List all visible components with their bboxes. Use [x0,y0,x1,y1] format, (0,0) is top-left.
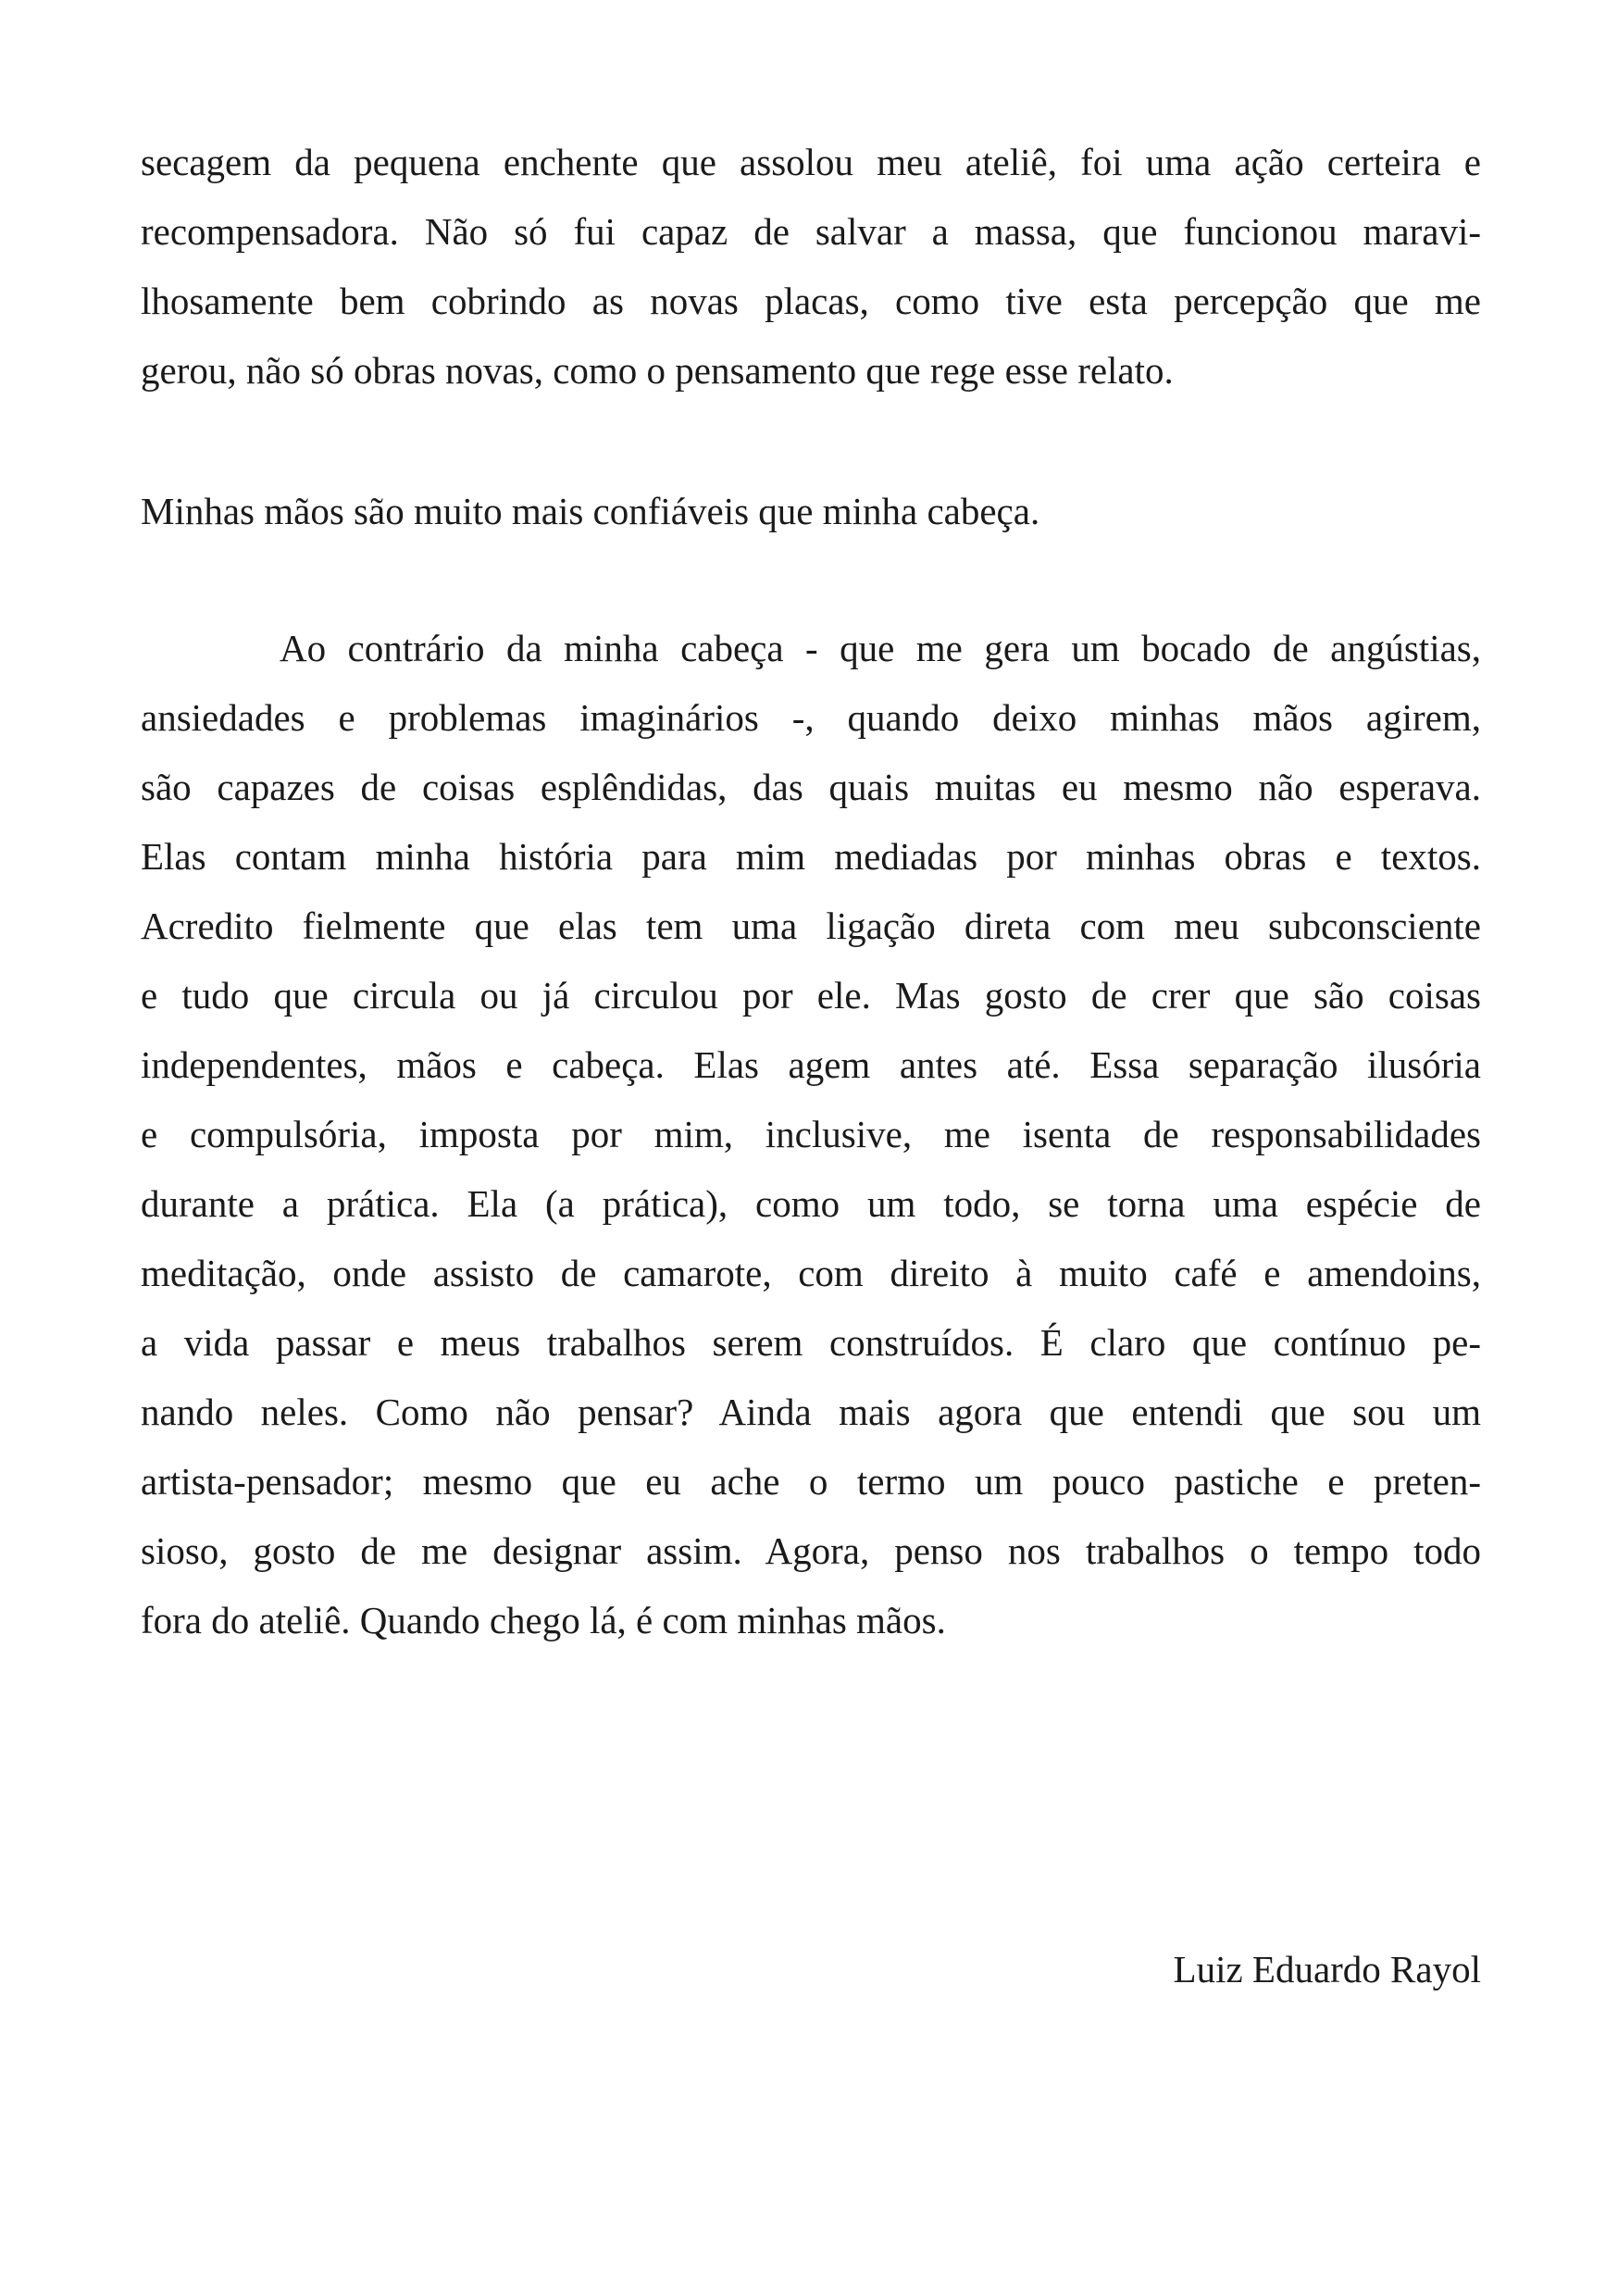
text-line: lhosamente bem cobrindo as novas placas, como tive esta percepção que me [141,280,1481,322]
text-line: meditação, onde assisto de camarote, com direito à muito café e amendoins, [141,1252,1481,1294]
text-line: durante a prática. Ela (a prática), como um todo, se torna uma espécie de [141,1182,1481,1225]
text-line: Ao contrário da minha cabeça - que me gera um bocado de angústias, [280,627,1481,669]
paragraph-3 [141,614,1481,1655]
text-line: fora do ateliê. Quando chego lá, é com minhas mãos. [141,1599,946,1641]
text-line: sioso, gosto de me designar assim. Agora, penso nos trabalhos o tempo todo [141,1529,1481,1572]
text-line: gerou, não só obras novas, como o pensamento que rege esse relato. [141,349,1174,392]
text-line: e compulsória, imposta por mim, inclusive, me isenta de responsabilidades [141,1113,1481,1155]
text-line: nando neles. Como não pensar? Ainda mais agora que entendi que sou um [141,1391,1481,1433]
text-line: a vida passar e meus trabalhos serem construídos. É claro que contínuo pe- [141,1321,1481,1364]
paragraph-1 [141,128,1481,406]
text-line: recompensadora. Não só fui capaz de salvar a massa, que funcionou maravi- [141,210,1481,253]
paragraph-2 [141,477,1481,546]
text-line: secagem da pequena enchente que assolou meu ateliê, foi uma ação certeira e [141,141,1481,183]
text-line: Elas contam minha história para mim mediadas por minhas obras e textos. [141,835,1481,878]
text-line: ansiedades e problemas imaginários -, quando deixo minhas mãos agirem, [141,696,1481,739]
text-line: e tudo que circula ou já circulou por ele. Mas gosto de crer que são coisas [141,974,1481,1017]
text-line: artista-pensador; mesmo que eu ache o termo um pouco pastiche e preten- [141,1460,1481,1503]
text-line: Acredito fielmente que elas tem uma ligação direta com meu subconsciente [141,905,1481,947]
text-line: independentes, mãos e cabeça. Elas agem antes até. Essa separação ilusória [141,1043,1481,1086]
author-signature: Luiz Eduardo Rayol [1173,1948,1481,1990]
text-line: Minhas mãos são muito mais confiáveis que minha cabeça. [141,490,1040,532]
text-line: são capazes de coisas esplêndidas, das quais muitas eu mesmo não esperava. [141,766,1481,808]
